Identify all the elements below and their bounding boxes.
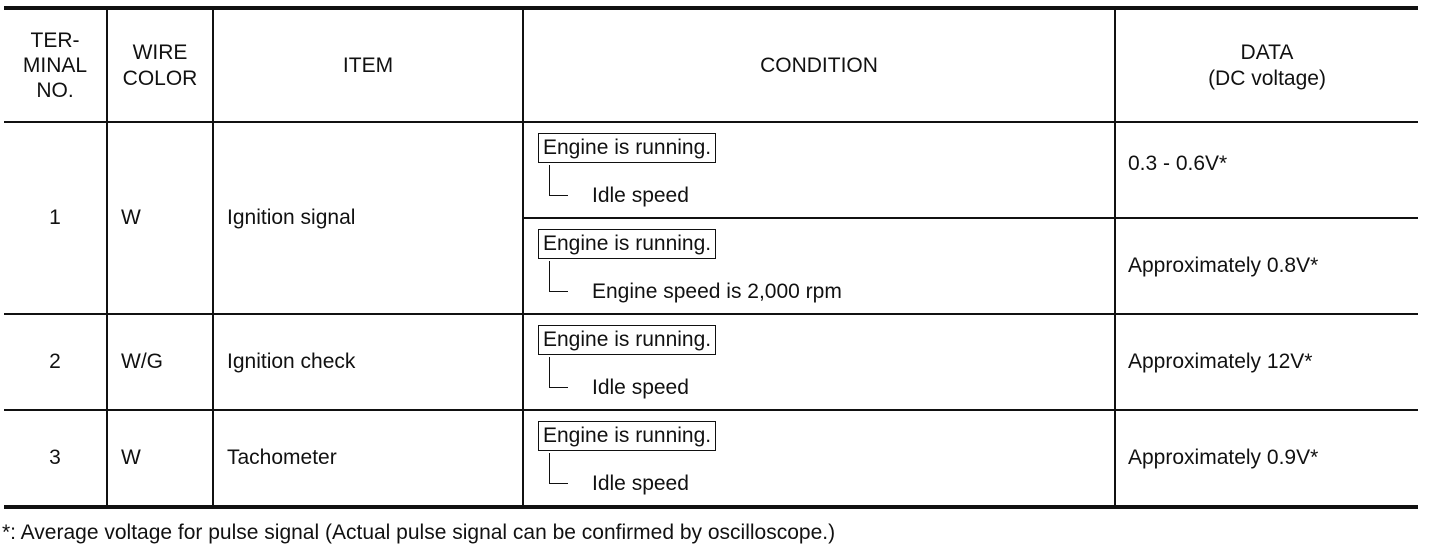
voltage-value bbox=[1115, 410, 1418, 507]
header-item bbox=[213, 8, 523, 122]
voltage-value-text: Approximately 0.8V* bbox=[1128, 254, 1319, 278]
header-data-line1: DATA bbox=[1240, 41, 1294, 65]
item-name: Ignition check bbox=[213, 314, 523, 410]
header-condition-label: CONDITION bbox=[760, 53, 878, 77]
condition-sub: Idle speed bbox=[592, 184, 689, 207]
condition-sub: Engine speed is 2,000 rpm bbox=[592, 280, 842, 303]
condition-main: Engine is running. bbox=[538, 421, 716, 451]
voltage-value-text: Approximately 0.9V* bbox=[1128, 446, 1319, 470]
table-row bbox=[4, 122, 1418, 218]
header-terminal-line3: NO. bbox=[36, 79, 74, 103]
condition-main: Engine is running. bbox=[538, 229, 716, 259]
header-terminal-no bbox=[4, 8, 107, 122]
table-row bbox=[4, 410, 1418, 507]
condition-connector bbox=[549, 261, 568, 292]
condition-sub: Idle speed bbox=[592, 376, 689, 399]
voltage-value bbox=[1115, 122, 1418, 218]
header-row bbox=[4, 8, 1418, 122]
terminal-data-table bbox=[4, 6, 1418, 509]
item-name: Tachometer bbox=[213, 410, 523, 507]
condition-main: Engine is running. bbox=[538, 325, 716, 355]
wire-color: W bbox=[107, 410, 213, 507]
condition-cell bbox=[523, 410, 1115, 507]
header-data-line2: (DC voltage) bbox=[1208, 66, 1326, 90]
header-item-label: ITEM bbox=[342, 53, 394, 77]
condition-cell bbox=[523, 314, 1115, 410]
condition-cell bbox=[523, 122, 1115, 218]
wire-color: W/G bbox=[107, 314, 213, 410]
header-data bbox=[1115, 8, 1418, 122]
terminal-number: 1 bbox=[4, 122, 107, 314]
condition-connector bbox=[549, 357, 568, 388]
header-terminal-line1: TER- bbox=[30, 28, 80, 52]
terminal-number: 3 bbox=[4, 410, 107, 507]
header-wire-line1: WIRE bbox=[132, 41, 188, 65]
condition-main: Engine is running. bbox=[538, 133, 716, 163]
header-wire-color bbox=[107, 8, 213, 122]
terminal-number: 2 bbox=[4, 314, 107, 410]
condition-cell bbox=[523, 218, 1115, 314]
condition-connector bbox=[549, 165, 568, 196]
header-condition bbox=[523, 8, 1115, 122]
voltage-value-text: Approximately 12V* bbox=[1128, 350, 1313, 374]
item-name: Ignition signal bbox=[213, 122, 523, 314]
header-wire-line2: COLOR bbox=[122, 66, 198, 90]
header-terminal-line2: MINAL bbox=[22, 53, 88, 77]
condition-sub: Idle speed bbox=[592, 472, 689, 495]
footnote: *: Average voltage for pulse signal (Actual pulse signal can be confirmed by oscilloscope.) bbox=[2, 521, 836, 544]
table-row bbox=[4, 314, 1418, 410]
wire-color: W bbox=[107, 122, 213, 314]
voltage-value bbox=[1115, 218, 1418, 314]
voltage-value bbox=[1115, 314, 1418, 410]
condition-connector bbox=[549, 453, 568, 484]
voltage-value-text: 0.3 - 0.6V* bbox=[1128, 152, 1228, 176]
